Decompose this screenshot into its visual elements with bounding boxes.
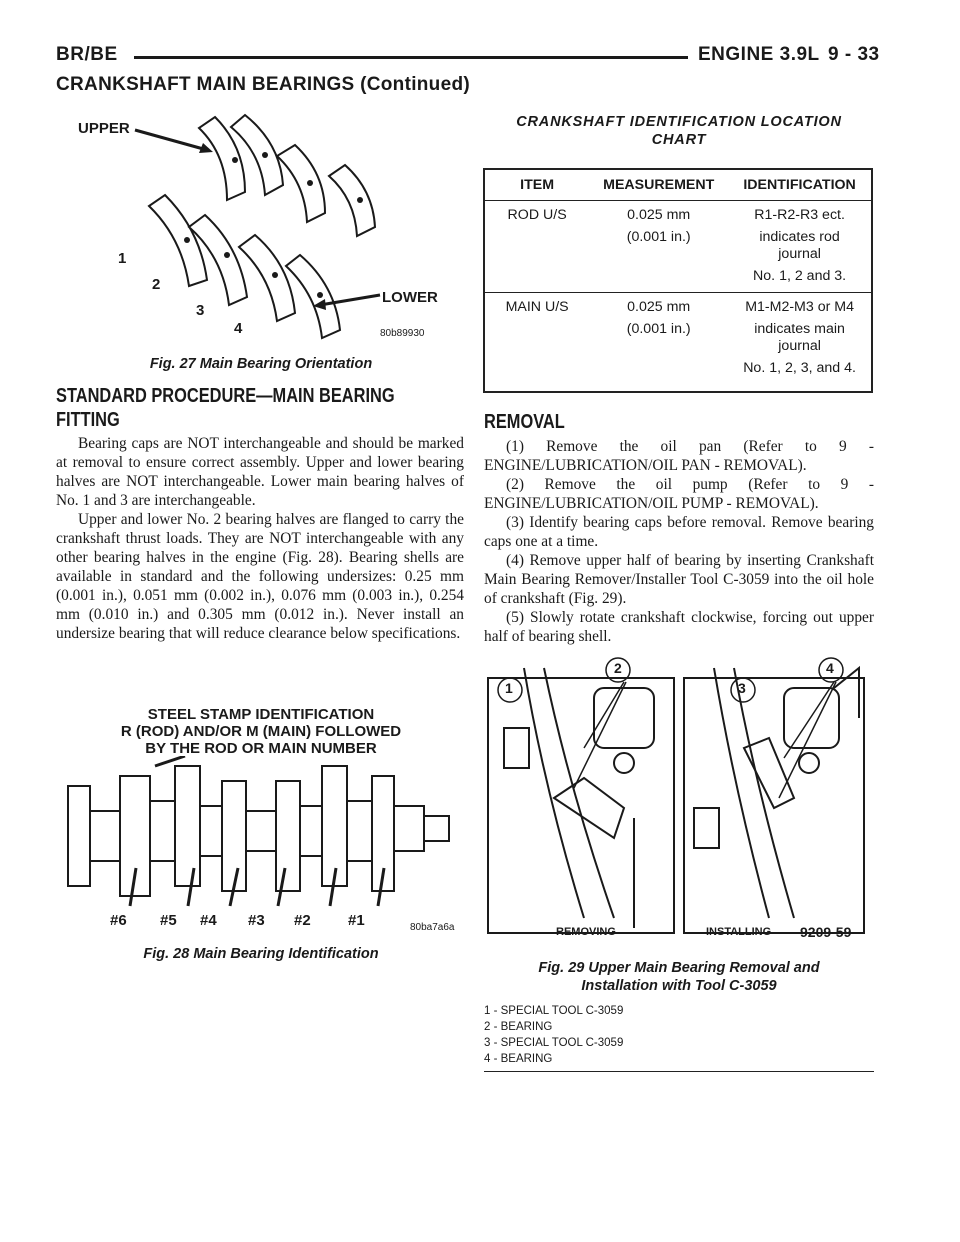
chart-cell-measurement bbox=[589, 201, 728, 293]
standard-procedure-heading-line2: FITTING bbox=[56, 409, 120, 431]
chart-table-frame bbox=[483, 168, 873, 393]
standard-procedure-heading-line1: STANDARD PROCEDURE—MAIN BEARING bbox=[56, 385, 395, 407]
crankshaft-identification-table bbox=[485, 170, 871, 385]
chart-header-item: ITEM bbox=[485, 170, 589, 201]
chart-header-measurement: MEASUREMENT bbox=[589, 170, 728, 201]
fig29-illustration bbox=[484, 648, 874, 944]
legend-item: 4 - BEARING bbox=[484, 1053, 553, 1065]
chart-cell-line: (0.001 in.) bbox=[626, 229, 691, 245]
fig27-caption: Fig. 27 Main Bearing Orientation bbox=[149, 356, 373, 372]
fig27-label-lower: LOWER bbox=[382, 289, 438, 306]
fig27-illustration bbox=[95, 105, 465, 345]
fig27-number-3: 3 bbox=[196, 302, 205, 319]
fig29-callout-1: 1 bbox=[505, 680, 513, 696]
removal-steps bbox=[484, 437, 874, 646]
fig28-caption: Fig. 28 Main Bearing Identification bbox=[143, 946, 379, 962]
fig27-number-1: 1 bbox=[118, 250, 127, 267]
fig28-title-line2: R (ROD) AND/OR M (MAIN) FOLLOWED bbox=[120, 723, 402, 740]
chart-cell-item: MAIN U/S bbox=[485, 293, 589, 385]
removal-step: (5) Slowly rotate crankshaft clockwise, forcing out upper half of bearing shell. bbox=[484, 609, 874, 645]
fig28-code: 80ba7a6a bbox=[410, 922, 455, 933]
standard-procedure-paragraph: Bearing caps are NOT interchangeable and should be marked at removal to ensure correct assembly. Upper and lower bearing halves are NOT interchangeable. Lower main bearing halves of No. 1 and 3 are interchangeable. bbox=[56, 435, 464, 509]
chart-cell-line: M1-M2-M3 or M4 bbox=[745, 299, 854, 315]
removal-step: (2) Remove the oil pump (Refer to 9 - ENGINE/LUBRICATION/OIL PUMP - REMOVAL). bbox=[484, 476, 874, 512]
fig28-journal-2: #2 bbox=[294, 912, 311, 929]
chart-cell-line: No. 1, 2, 3, and 4. bbox=[743, 360, 856, 376]
fig28-journal-4: #4 bbox=[200, 912, 217, 929]
legend-item: 1 - SPECIAL TOOL C-3059 bbox=[484, 1005, 624, 1017]
fig27-label-upper: UPPER bbox=[78, 120, 130, 137]
removal-step: (4) Remove upper half of bearing by inserting Crankshaft Main Bearing Remover/Installer Tool C-3059 into the oil hole of crankshaft (Fig. 29). bbox=[484, 552, 874, 607]
chart-cell-line: indicates rod journal bbox=[759, 229, 840, 262]
chart-cell-line: 0.025 mm bbox=[627, 299, 691, 315]
chart-cell-measurement bbox=[589, 293, 728, 385]
legend-item: 2 - BEARING bbox=[484, 1021, 553, 1033]
fig28-journal-6: #6 bbox=[110, 912, 127, 929]
chart-cell-line: R1-R2-R3 ect. bbox=[754, 207, 845, 223]
bearing-shells-drawing bbox=[95, 105, 465, 345]
bearing-removal-drawing bbox=[484, 648, 874, 944]
fig27-code: 80b89930 bbox=[380, 328, 425, 339]
removal-step: (3) Identify bearing caps before removal. Remove bearing caps one at a time. bbox=[484, 514, 874, 550]
chart-title-line1: CRANKSHAFT IDENTIFICATION LOCATION bbox=[516, 114, 842, 130]
chart-cell-identification bbox=[728, 293, 871, 385]
page-number: 9 - 33 bbox=[828, 44, 880, 65]
fig28-title-line3: BY THE ROD OR MAIN NUMBER bbox=[145, 740, 377, 757]
fig29-callout-3: 3 bbox=[738, 680, 746, 696]
standard-procedure-body bbox=[56, 434, 464, 643]
fig27-number-2: 2 bbox=[152, 276, 161, 293]
chart-cell-line: 0.025 mm bbox=[627, 207, 691, 223]
chart-header-identification: IDENTIFICATION bbox=[728, 170, 871, 201]
fig28-title-line1: STEEL STAMP IDENTIFICATION bbox=[147, 706, 375, 723]
fig29-code: 9209-59 bbox=[800, 924, 852, 940]
continued-title: CRANKSHAFT MAIN BEARINGS (Continued) bbox=[56, 74, 470, 95]
header-section: ENGINE 3.9L bbox=[698, 44, 820, 65]
crankshaft-drawing bbox=[60, 756, 460, 911]
removal-step: (1) Remove the oil pan (Refer to 9 - ENGINE/LUBRICATION/OIL PAN - REMOVAL). bbox=[484, 438, 874, 474]
chart-cell-line: indicates main journal bbox=[754, 321, 845, 354]
fig27-number-4: 4 bbox=[234, 320, 243, 337]
header-left: BR/BE bbox=[56, 44, 118, 65]
fig29-callout-4: 4 bbox=[826, 660, 834, 676]
fig29-caption-line1: Fig. 29 Upper Main Bearing Removal and bbox=[538, 960, 820, 976]
chart-cell-item: ROD U/S bbox=[507, 207, 567, 223]
fig28-illustration bbox=[60, 756, 460, 911]
chart-cell-line: (0.001 in.) bbox=[626, 321, 691, 337]
fig28-journal-1: #1 bbox=[348, 912, 365, 929]
removal-heading: REMOVAL bbox=[484, 411, 565, 433]
legend-item: 3 - SPECIAL TOOL C-3059 bbox=[484, 1037, 624, 1049]
table-row bbox=[485, 201, 871, 293]
chart-title-line2: CHART bbox=[651, 132, 707, 148]
fig29-legend bbox=[484, 1003, 874, 1067]
fig29-caption-line2: Installation with Tool C-3059 bbox=[581, 978, 777, 994]
fig29-bottom-rule bbox=[484, 1071, 874, 1072]
fig28-journal-3: #3 bbox=[248, 912, 265, 929]
chart-cell-line: No. 1, 2 and 3. bbox=[753, 268, 847, 284]
table-row bbox=[485, 293, 871, 385]
fig28-journal-5: #5 bbox=[160, 912, 177, 929]
standard-procedure-paragraph: Upper and lower No. 2 bearing halves are flanged to carry the crankshaft thrust loads. They are NOT interchangeable with any other bearing halves in the engine (Fig. 28). Bearing shells are available in standard and the following undersizes: 0.25 mm (0.001 in.), 0.051 mm (0.002 in.), 0.076 mm (0.003 in.), 0.254 mm (0.010 in.) and 0.305 mm (0.012 in.). Never install an undersize bearing that will reduce clearance below specifications. bbox=[56, 511, 464, 642]
fig29-label-installing: INSTALLING bbox=[706, 926, 772, 938]
header-rule bbox=[134, 56, 688, 59]
fig29-label-removing: REMOVING bbox=[556, 926, 616, 938]
fig29-callout-2: 2 bbox=[614, 660, 622, 676]
chart-cell-identification bbox=[728, 201, 871, 293]
